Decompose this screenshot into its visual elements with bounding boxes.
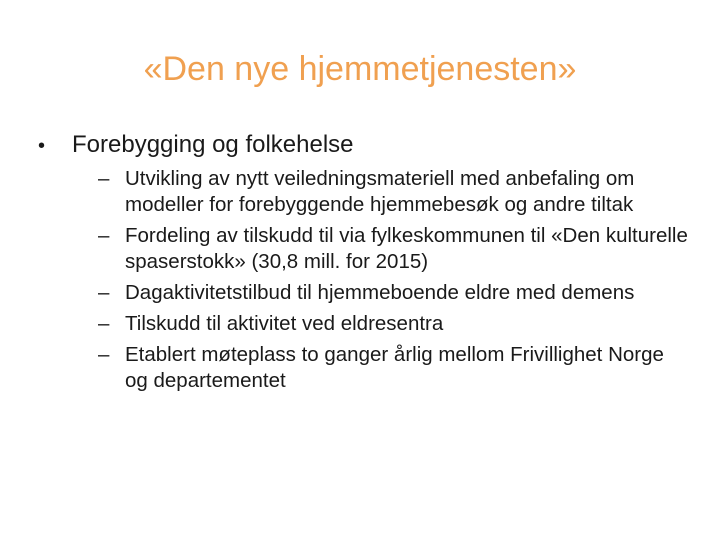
bullet-text: Forebygging og folkehelse <box>72 131 354 158</box>
sub-bullet-marker: – <box>98 281 110 304</box>
main-bullet <box>38 128 698 163</box>
sub-bullet-text: Utvikling av nytt veiledningsmateriell med anbefaling om modeller for forebyggende hjemmebesøk og andre tiltak <box>125 167 635 216</box>
sub-bullet-item <box>98 223 698 275</box>
sub-bullet-list <box>98 166 698 394</box>
sub-bullet-text: Dagaktivitetstilbud til hjemmeboende eldre med demens <box>125 281 635 304</box>
sub-bullet-text: Fordeling av tilskudd til via fylkeskommunen til «Den kulturelle spaserstokk» (30,8 mill. for 2015) <box>125 224 688 273</box>
sub-bullet-marker: – <box>98 224 110 247</box>
sub-bullet-marker: – <box>98 343 110 366</box>
bullet-marker: • <box>38 135 46 157</box>
sub-bullet-item <box>98 342 698 394</box>
sub-bullet-item <box>98 311 698 337</box>
sub-bullet-text: Tilskudd til aktivitet ved eldresentra <box>125 312 444 335</box>
slide-title: «Den nye hjemmetjenesten» <box>143 50 577 88</box>
sub-bullet-text: Etablert møteplass to ganger årlig mellom Frivillighet Norge og departementet <box>125 343 664 392</box>
slide-content <box>38 128 698 399</box>
sub-bullet-marker: – <box>98 312 110 335</box>
sub-bullet-item <box>98 166 698 218</box>
sub-bullet-item <box>98 280 698 306</box>
sub-bullet-marker: – <box>98 167 110 190</box>
